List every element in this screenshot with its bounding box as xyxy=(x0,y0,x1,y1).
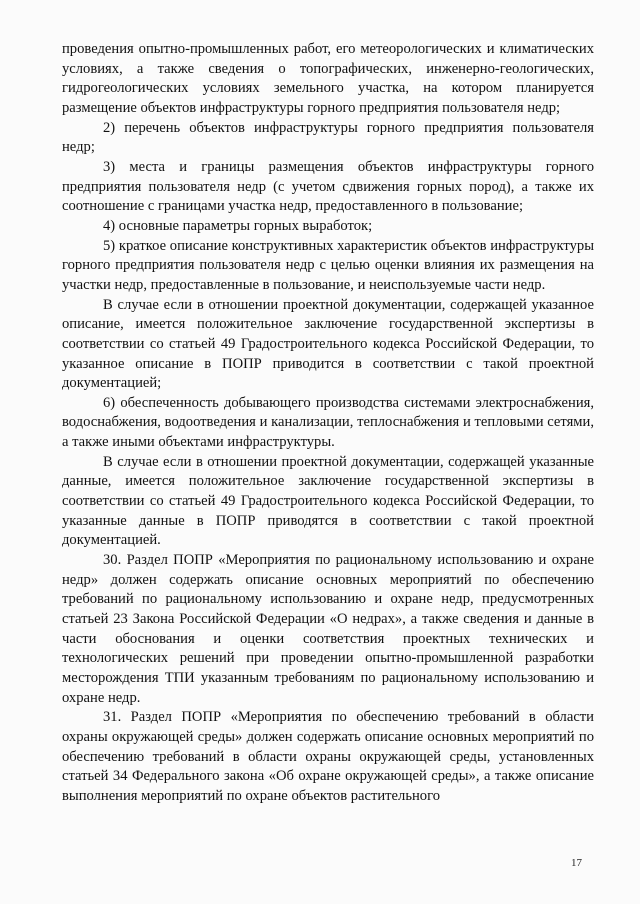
document-body xyxy=(62,40,594,807)
paragraph-note-2: В случае если в отношении проектной документации, содержащей указанные данные, имеется положительное заключение государственной экспертизы в соответствии со статьей 49 Градостроительного кодекса Российской Федерации, то указанные данные в ПОПР приводятся в соответствии с такой проектной документацией. xyxy=(62,453,594,549)
list-item-5: 5) краткое описание конструктивных характеристик объектов инфраструктуры горного предприятия пользователя недр с целью оценки влияния их размещения на участки недр, предоставленные в пользование, и неиспользуемые части недр. xyxy=(62,237,594,293)
paragraph-continuation: проведения опытно-промышленных работ, его метеорологических и климатических условиях, а также сведения о топографических, инженерно-геологических, гидрогеологических условиях земельного участка, на котором планируется размещение объектов инфраструктуры горного предприятия пользователя недр; xyxy=(62,41,594,116)
list-item-4: 4) основные параметры горных выработок; xyxy=(103,217,373,234)
list-item-2: 2) перечень объектов инфраструктуры горного предприятия пользователя недр; xyxy=(62,119,594,156)
section-31: 31. Раздел ПОПР «Мероприятия по обеспечению требований в области охраны окружающей среды» должен содержать описание основных мероприятий по обеспечению требований в области охраны окружающей среды, установленных статьей 34 Федерального закона «Об охране окружающей среды», а также описание выполнения мероприятий по охране объектов растительного xyxy=(62,709,594,804)
list-item-6: 6) обеспеченность добывающего производства системами электроснабжения, водоснабжения, водоотведения и канализации, теплоснабжения и тепловыми сетями, а также иными объектами инфраструктуры. xyxy=(62,394,594,451)
page-number: 17 xyxy=(571,857,582,869)
section-30: 30. Раздел ПОПР «Мероприятия по рациональному использованию и охране недр» должен содержать описание основных мероприятий по обеспечению требований по рациональному использованию и охране недр, предусмотренных статьей 23 Закона Российской Федерации «О недрах», а также сведения и данные в части обоснования и оценки соответствия проектных технических и технологических решений при проведении опытно-промышленной разработки месторождения ТПИ указанным требованиям по рациональному использованию и охране недр. xyxy=(62,552,594,706)
list-item-3: 3) места и границы размещения объектов инфраструктуры горного предприятия пользователя недр (с учетом сдвижения горных пород), а также их соотношение с границами участка недр, предоставленного в пользование; xyxy=(62,158,594,215)
paragraph-note-1: В случае если в отношении проектной документации, содержащей указанное описание, имеется положительное заключение государственной экспертизы в соответствии со статьей 49 Градостроительного кодекса Российской Федерации, то указанное описание в ПОПР приводится в соответствии с такой проектной документацией; xyxy=(62,296,594,392)
